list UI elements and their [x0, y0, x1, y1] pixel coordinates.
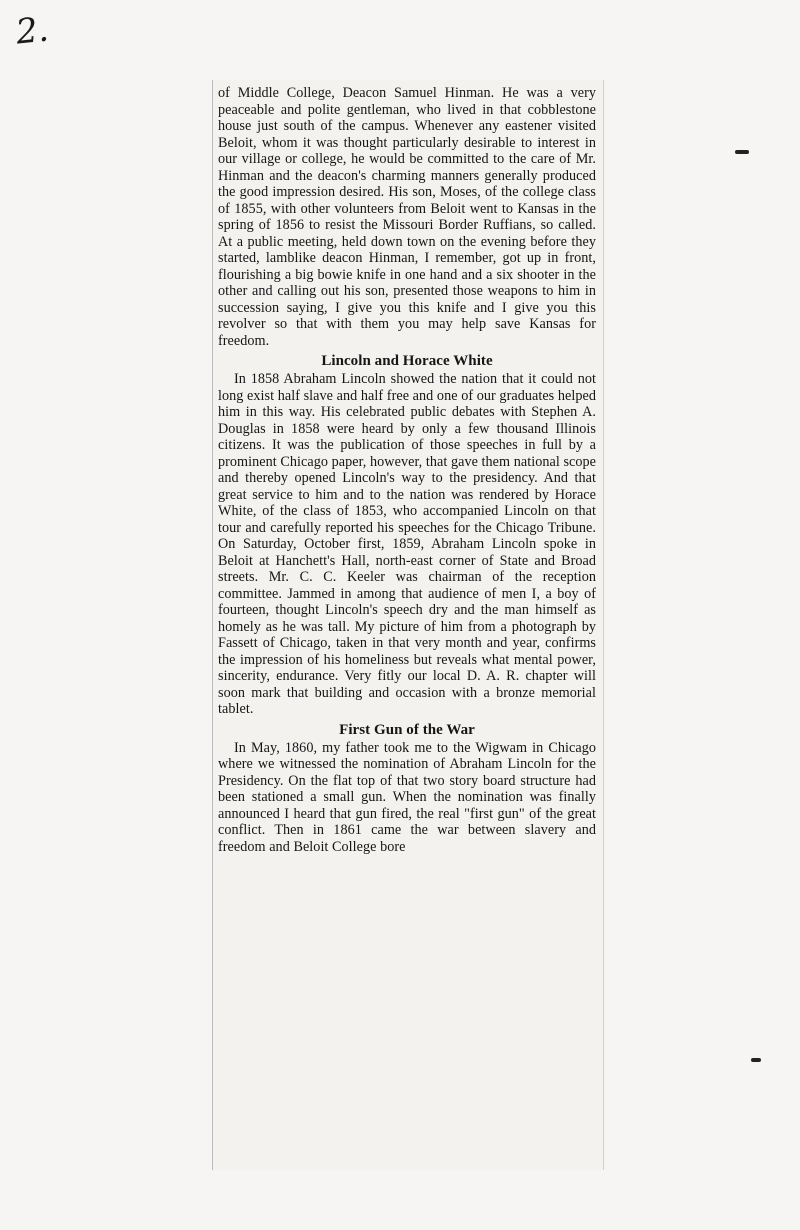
section-heading-first-gun: First Gun of the War: [339, 721, 475, 738]
article-paragraph-lincoln: In 1858 Abraham Lincoln showed the nation that it could not long exist half slave and half free and one of our graduates helped him in this way. His celebrated public debates with Stephen A. Douglas in 1858 were heard by only a few thousand Illinois citizens. It was the publication of those speeches in full by a prominent Chicago paper, however, that gave them national scope and thereby opened Lincoln's way to the presidency. And that great service to him and to the nation was rendered by Horace White, of the class of 1853, who accompanied Lincoln on that tour and carefully reported his speeches for the Chicago Tribune. On Saturday, October first, 1859, Abraham Lincoln spoke in Beloit at Hanchett's Hall, north-east corner of State and Broad streets. Mr. C. C. Keeler was chairman of the reception committee. Jammed in among that audience of men I, a boy of fourteen, thought Lincoln's speech dry and the man himself as homely as he was tall. My picture of him from a photograph by Fassett of Chicago, taken in that very month and year, confirms the impression of his homeliness but reveals what mental power, sincerity, endurance. Very fitly our local D. A. R. chapter will soon mark that building and occasion with a bronze memorial tablet.: [218, 371, 596, 717]
article-paragraph-hinman: of Middle College, Deacon Samuel Hinman. He was a very peaceable and polite gentleman, who lived in that cobblestone house just south of the campus. Whenever any eastener visited Beloit, whom it was thought particularly desirable to interest in our village or college, he would be committed to the care of Mr. Hinman and the deacon's charming manners generally produced the good impression desired. His son, Moses, of the college class of 1855, with other volunteers from Beloit went to Kansas in the spring of 1856 to resist the Missouri Border Ruffians, so called. At a public meeting, held down town on the evening before they started, lamblike deacon Hinman, I remember, got up in front, flourishing a big bowie knife in one hand and a six shooter in the other and calling out his son, presented those weapons to him in succession saying, I give you this knife and I give you this revolver so that with them you may help save Kansas for freedom.: [218, 85, 596, 349]
article-paragraph-first-gun: In May, 1860, my father took me to the Wigwam in Chicago where we witnessed the nomination of Abraham Lincoln for the Presidency. On the flat top of that two story board structure had been stationed a small gun. When the nomination was finally announced I heard that gun fired, the real "first gun" of the great conflict. Then in 1861 came the war between slavery and freedom and Beloit College bore: [218, 739, 596, 855]
page-number: 2.: [13, 9, 51, 53]
scan-edge-mark: [751, 1058, 761, 1062]
scan-edge-mark: [735, 150, 749, 154]
section-heading-lincoln-white: Lincoln and Horace White: [321, 353, 493, 369]
article-column: [218, 85, 596, 855]
